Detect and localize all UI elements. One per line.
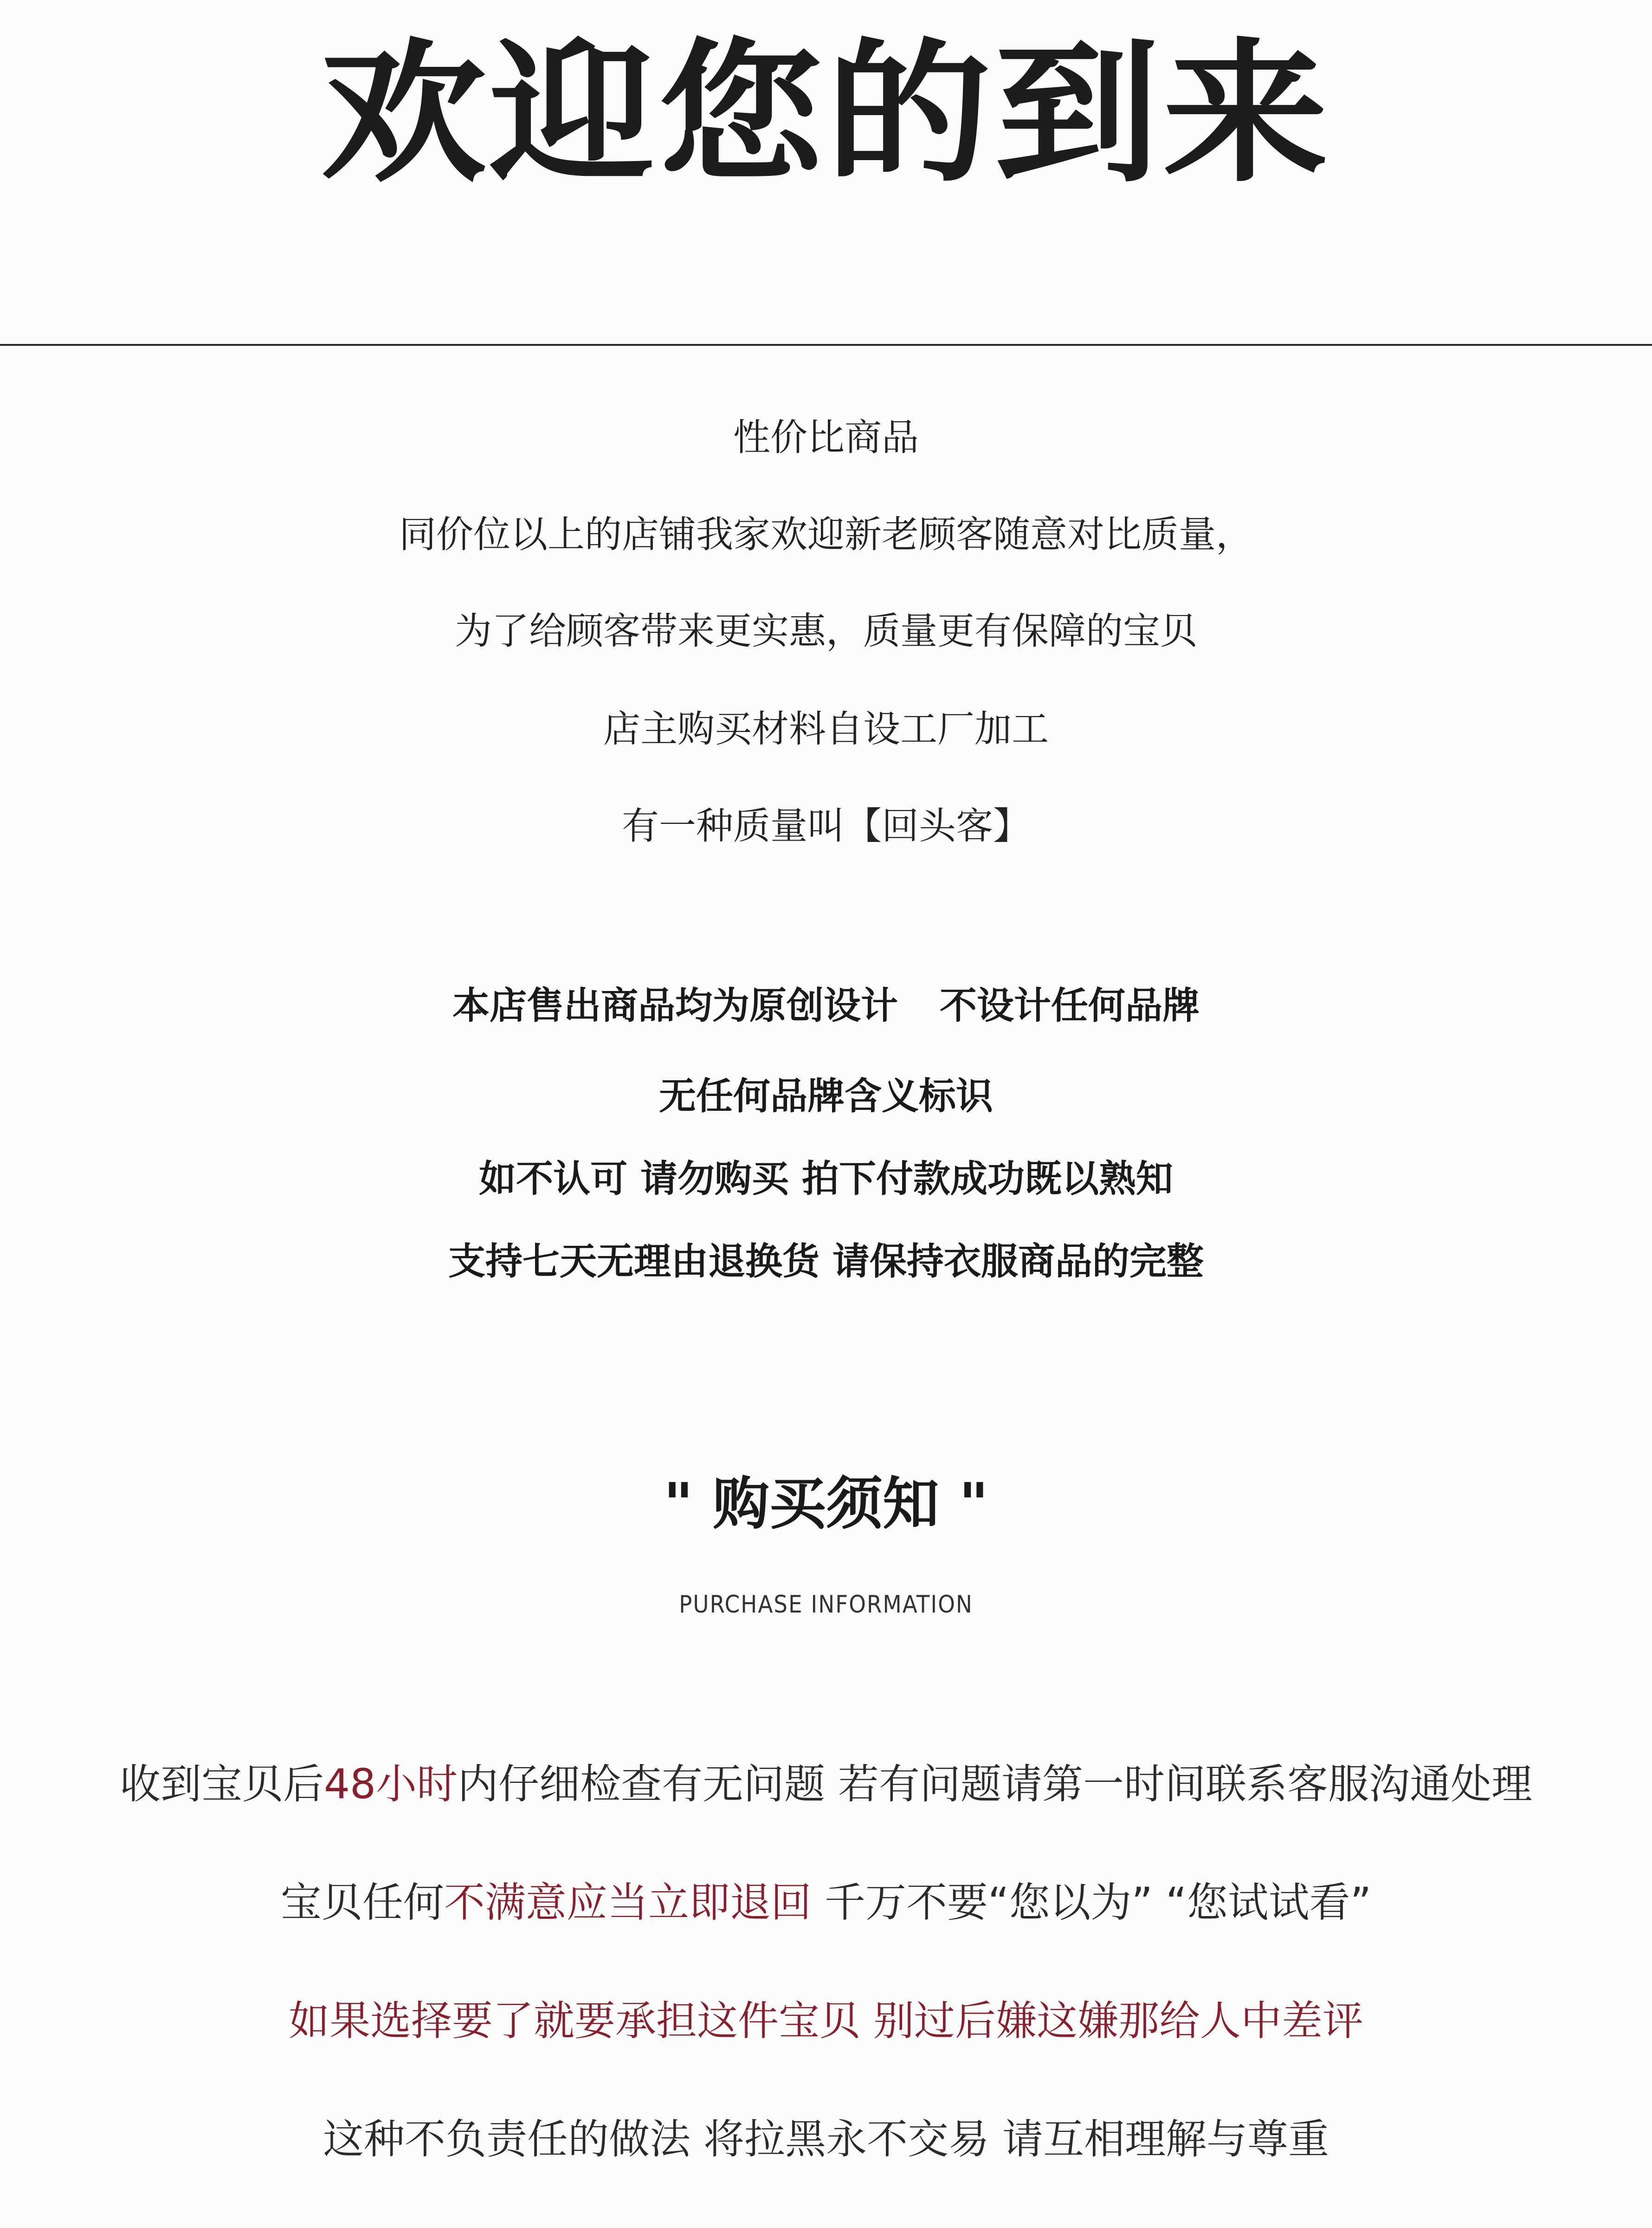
page-title: 欢迎您的到来 — [321, 25, 1331, 203]
policy-line: 支持七天无理由退换货 请保持衣服商品的完整 — [448, 1240, 1204, 1283]
notice-highlight: 不满意应当立即退回 — [444, 1878, 812, 1926]
notice-text: 内仔细检查有无问题 若有问题请第一时间联系客服沟通处理 — [458, 1760, 1532, 1808]
intro-line: 店主购买材料自设工厂加工 — [603, 707, 1049, 751]
policy-line-part: 本店售出商品均为原创设计 — [452, 984, 898, 1027]
policy-line: 如不认可 请勿购买 拍下付款成功既以熟知 — [479, 1157, 1173, 1200]
notice-line — [0, 1760, 1652, 1808]
intro-line: 为了给顾客带来更实惠，质量更有保障的宝贝 — [455, 609, 1197, 653]
notice-line — [0, 1878, 1652, 1926]
divider — [0, 344, 1652, 346]
intro-line: 有一种质量叫【回头客】 — [622, 804, 1030, 848]
policy-line — [0, 984, 1652, 1027]
notice-text: 千万不要“您以为” “您试试看” — [811, 1878, 1372, 1926]
intro-line: 同价位以上的店铺我家欢迎新老顾客随意对比质量， — [399, 513, 1253, 556]
notice-line: 如果选择要了就要承担这件宝贝 别过后嫌这嫌那给人中差评 — [289, 1997, 1363, 2045]
policy-line: 无任何品牌含义标识 — [659, 1075, 993, 1118]
notice-line: 这种不负责任的做法 将拉黑永不交易 请互相理解与尊重 — [323, 2115, 1329, 2163]
notice-text: 宝贝任何 — [280, 1878, 444, 1926]
intro-line: 性价比商品 — [733, 416, 919, 459]
policy-line-part: 不设计任何品牌 — [940, 984, 1200, 1027]
notice-highlight: 48小时 — [324, 1760, 458, 1808]
notice-text: 收到宝贝后 — [120, 1760, 324, 1808]
purchase-heading: " 购买须知 " — [663, 1471, 989, 1537]
purchase-subheading: PURCHASE INFORMATION — [679, 1591, 973, 1619]
